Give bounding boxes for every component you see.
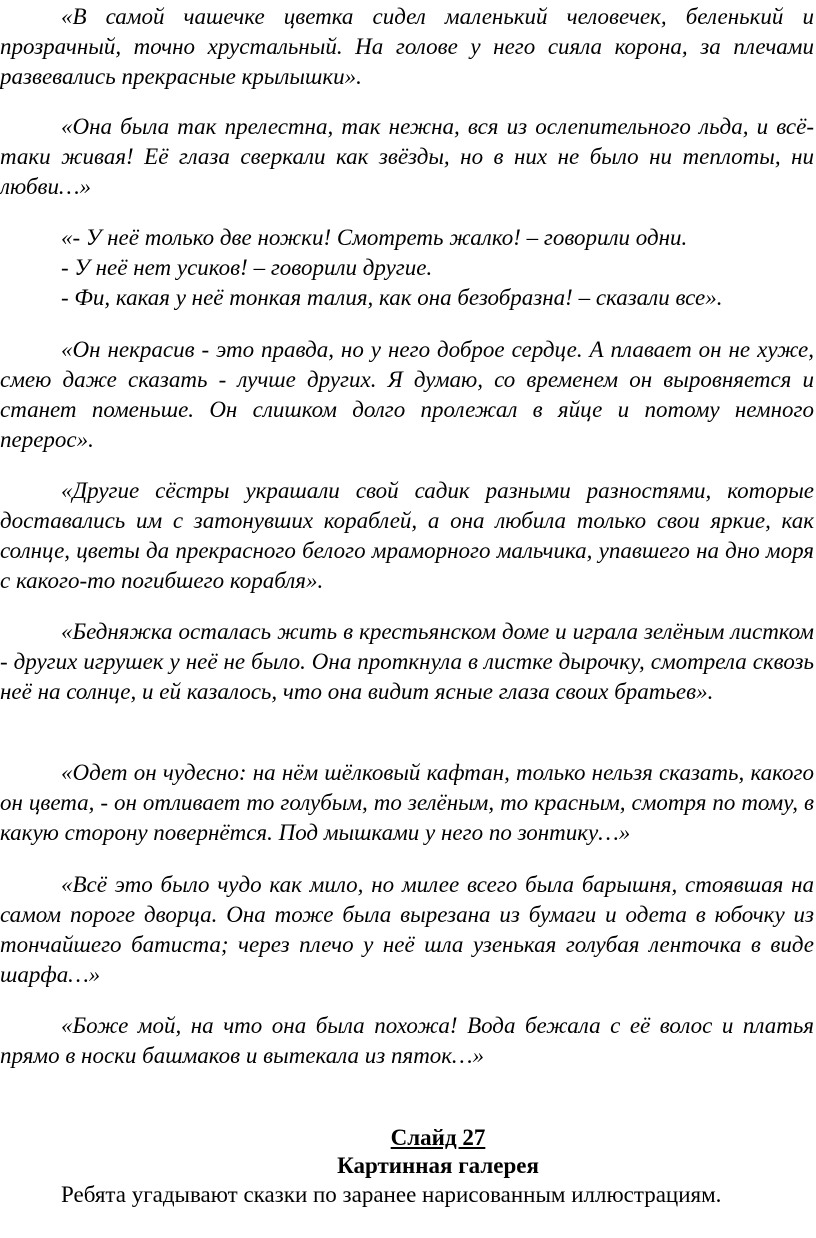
quote-paragraph: «Боже мой, на что она была похожа! Вода бежала с её волос и платья прямо в носки башмаков и вытекала из пяток…» [0,1013,814,1068]
quote-paragraph: «Одет он чудесно: на нём шёлковый кафтан, только нельзя сказать, какого он цвета, - он отливает то голубым, то зелёным, то красным, смотря по тому, в какую сторону повернётся. Под мышками у него по зонтику…» [0,760,814,845]
dialog-line: - Фи, какая у неё тонкая талия, как она безобразна! – сказали все». [61,285,723,310]
dialog-block [0,223,814,313]
quote-paragraph: «Другие сёстры украшали свой садик разными разностями, которые доставались им с затонувших кораблей, а она любила только свои яркие, как солнце, цветы да прекрасного белого мраморного мальчика, упавшего на дно моря с какого-то погибшего корабля». [0,478,814,593]
quote-paragraph: «В самой чашечке цветка сидел маленький человечек, беленький и прозрачный, точно хрустальный. На голове у него сияла корона, за плечами развевались прекрасные крылышки». [0,4,814,89]
dialog-line: «- У неё только две ножки! Смотреть жалко! – говорили одни. [61,225,688,250]
slide-title: Картинная галерея [337,1153,539,1178]
quote-paragraph: «Всё это было чудо как мило, но милее всего была барышня, стоявшая на самом пороге дворца. Она тоже была вырезана из бумаги и одета в юбочку из тончайшего батиста; через плечо у неё шла узенькая голубая ленточка в виде шарфа…» [0,872,814,987]
slide-number: Слайд 27 [390,1125,486,1150]
quote-paragraph: «Бедняжка осталась жить в крестьянском доме и играла зелёным листком - других игрушек у неё не было. Она проткнула в листке дырочку, смотрела сквозь неё на солнце, и ей казалось, что она видит ясные глаза своих братьев». [0,619,814,704]
quote-paragraph: «Она была так прелестна, так нежна, вся из ослепительного льда, и всё-таки живая! Её глаза сверкали как звёзды, но в них не было ни теплоты, ни любви…» [0,114,814,199]
slide-heading [0,1124,816,1180]
slide-description: Ребята угадывают сказки по заранее нарисованным иллюстрациям. [61,1182,722,1207]
quote-paragraph: «Он некрасив - это правда, но у него доброе сердце. А плавает он не хуже, смею даже сказать - лучше других. Я думаю, со временем он выровняется и станет поменьше. Он слишком долго пролежал в яйце и потому немного перерос». [0,337,814,452]
dialog-line: - У неё нет усиков! – говорили другие. [61,255,433,280]
